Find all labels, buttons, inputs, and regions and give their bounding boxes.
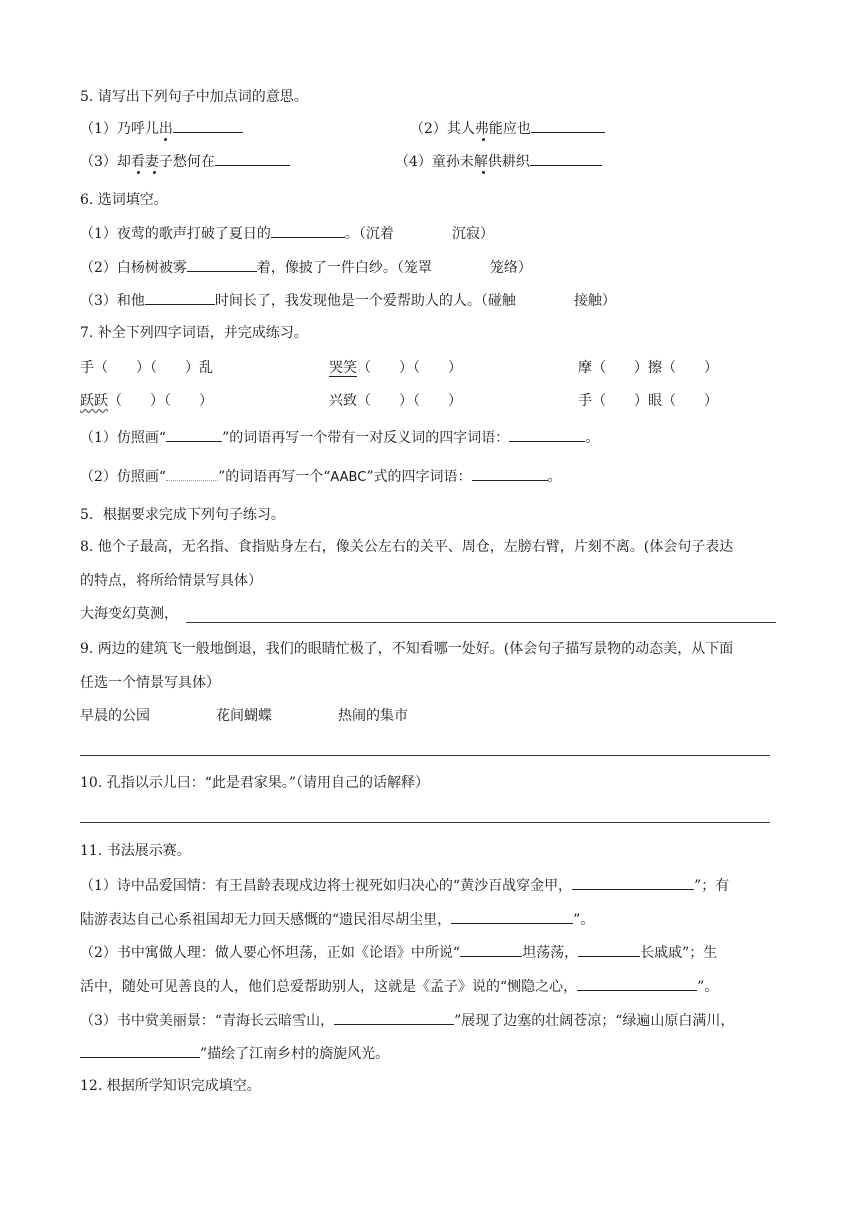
- q6-item1: [80, 223, 494, 243]
- q6-title: 6. 选词填空。: [80, 192, 168, 208]
- q5-item4: [395, 151, 602, 171]
- emphasis-dot: [164, 132, 167, 135]
- q7-sub1-text-c: 。: [585, 430, 600, 446]
- q7-sub2-sample-wavy: [166, 466, 218, 481]
- q8-answer-prefix: 大海变幻莫测，: [80, 606, 178, 622]
- q11-p1-blank1[interactable]: [572, 875, 694, 890]
- q5-item3-text: （3）却看妻子愁何在: [80, 154, 215, 170]
- q11-p2-line1: [80, 942, 717, 962]
- q7-sub1-text-a: （1）仿照画“: [80, 430, 167, 446]
- q6-item1-option-b: 沉寂）: [451, 226, 494, 242]
- q11-p3-text-c: ”描绘了江南乡村的旖旎风光。: [200, 1046, 390, 1062]
- q8-line2: 的特点，将所给情景写具体）: [80, 573, 262, 589]
- q5-item4-blank[interactable]: [530, 151, 602, 166]
- q9-option-2: 花间蝴蝶: [216, 708, 272, 724]
- q8-answer-line[interactable]: [186, 621, 776, 623]
- q10-line1: 10. 孔指以示儿曰：“此是君家果。”（请用自己的话解释）: [80, 775, 430, 791]
- q11-p2-blank1[interactable]: [460, 942, 522, 957]
- q7-row1-word2: [329, 359, 462, 377]
- q6-item3-text: （3）和他: [80, 293, 145, 309]
- q11-p1-text-b: ”；有: [694, 878, 730, 894]
- q11-p2-text-a: （2）书中寓做人理：做人要心怀坦荡，正如《论语》中所说“: [80, 945, 461, 961]
- q7-sub2-pattern: AABC: [330, 470, 367, 485]
- q11-p2-text-c: 长戚戚”；生: [640, 945, 718, 961]
- q6-item1-text: （1）夜莺的歌声打破了夏日的: [80, 226, 271, 242]
- q8-answer: [80, 605, 178, 623]
- q7-row1-word2-underlined: 哭笑: [329, 360, 357, 376]
- q5-item1-text: （1）乃呼儿出: [80, 121, 173, 137]
- section-heading: 5．根据要求完成下列句子练习。: [80, 507, 285, 523]
- emphasis-dot: [153, 165, 156, 168]
- q11-p3-line1: [80, 1010, 734, 1030]
- q5-item2-blank[interactable]: [531, 118, 605, 133]
- q11-title: 11. 书法展示赛。: [80, 843, 191, 859]
- q11-p2-text-b: 坦荡荡，: [522, 945, 579, 961]
- q11-p3-line2: [80, 1043, 389, 1063]
- q7-row2-word1: [80, 392, 213, 410]
- q11-p3-blank2[interactable]: [80, 1043, 200, 1058]
- q7-row2-word2: 兴致（ ）（ ）: [329, 393, 462, 409]
- emphasis-dot: [482, 132, 485, 135]
- q5-item2-text: （2）其人弗能应也: [410, 121, 531, 137]
- q11-p3-blank1[interactable]: [334, 1010, 454, 1025]
- q7-sub1: [80, 427, 599, 447]
- q5-item3: [80, 151, 290, 171]
- q11-p2-text-e: ”。: [697, 979, 719, 995]
- q7-sub2-text-d: 。: [547, 469, 562, 485]
- q11-p2-text-d: 活中，随处可见善良的人，他们总爱帮助别人，这就是《孟子》说的“恻隐之心，: [80, 979, 578, 995]
- q7-sub1-sample-line: [166, 431, 222, 442]
- q9-line1: 9. 两边的建筑飞一般地倒退，我们的眼睛忙极了，不知看哪一处好。(体会句子描写景物的动态美，从下面: [80, 641, 734, 657]
- q7-row1-word2-rest: （ ）（ ）: [357, 360, 462, 376]
- q7-sub1-blank[interactable]: [509, 427, 585, 442]
- q7-sub1-text-b: ”的词语再写一个带有一对反义词的四字词语：: [222, 430, 510, 446]
- q7-sub2-text-a: （2）仿照画“: [80, 469, 167, 485]
- q8-line1: 8. 他个子最高，无名指、食指贴身左右，像关公左右的关平、周仓，左膀右臂，片刻不离。(体会句子表达: [80, 539, 734, 555]
- q9-option-3: 热闹的集市: [338, 708, 408, 724]
- q11-p3-text-a: （3）书中赏美丽景：“青海长云暗雪山，: [80, 1013, 335, 1029]
- q9-option-1: 早晨的公园: [80, 708, 150, 724]
- q10-answer-line[interactable]: [80, 821, 770, 823]
- q11-p1-line2: [80, 909, 594, 929]
- q11-p2-blank3[interactable]: [577, 976, 697, 991]
- q11-p1-text-c: 陆游表达自己心系祖国却无力回天感慨的“遗民泪尽胡尘里，: [80, 912, 452, 928]
- q6-item3-option-b: 接触）: [573, 293, 616, 309]
- q7-row1-word1: 手（ ）（ ）乱: [80, 360, 213, 376]
- q5-item3-blank[interactable]: [215, 151, 290, 166]
- emphasis-dot: [482, 165, 485, 168]
- q5-title: 5. 请写出下列句子中加点词的意思。: [80, 89, 308, 105]
- q11-p1-text-d: ”。: [573, 912, 595, 928]
- q7-row2-word1-rest: （ ）（ ）: [108, 393, 213, 409]
- q7-sub2: [80, 466, 562, 487]
- q12-title: 12. 根据所学知识完成填空。: [80, 1078, 261, 1094]
- q6-item3-blank[interactable]: [145, 290, 215, 305]
- q6-item1-blank[interactable]: [271, 223, 345, 238]
- q11-p1-blank2[interactable]: [451, 909, 573, 924]
- emphasis-dot: [137, 165, 140, 168]
- q6-item2-blank[interactable]: [187, 257, 257, 272]
- q7-sub2-text-c: ”式的四字词语：: [366, 469, 472, 485]
- q11-p1-text-a: （1）诗中品爱国情：有王昌龄表现戍边将士视死如归决心的“黄沙百战穿金甲，: [80, 878, 573, 894]
- q7-title: 7. 补全下列四字词语，并完成练习。: [80, 325, 308, 341]
- q5-item4-text: （4）童孙未解供耕织: [395, 154, 530, 170]
- q7-row2-word1-wavy: 跃跃: [80, 393, 108, 409]
- q6-item2-option-a: 着，像披了一件白纱。（笼罩: [256, 260, 432, 276]
- q5-item1: [80, 118, 243, 138]
- q6-item2-option-b: 笼络）: [489, 260, 532, 276]
- q6-item1-option-a: 。（沉着: [344, 226, 394, 242]
- q9-answer-line[interactable]: [80, 754, 770, 756]
- q7-sub2-text-b: ”的词语再写一个“: [218, 469, 331, 485]
- q5-item1-blank[interactable]: [173, 118, 243, 133]
- q11-p3-text-b: ”展现了边塞的壮阔苍凉；“绿遍山原白满川，: [454, 1013, 735, 1029]
- q7-row1-word3: 摩（ ）擦（ ）: [578, 360, 718, 376]
- q11-p2-line2: [80, 976, 718, 996]
- q6-item2-text: （2）白杨树被雾: [80, 260, 187, 276]
- q6-item2: [80, 257, 532, 277]
- q6-item3: [80, 290, 616, 310]
- q11-p1-line1: [80, 875, 729, 895]
- q11-p2-blank2[interactable]: [578, 942, 640, 957]
- q9-line2: 任选一个情景写具体）: [80, 675, 220, 691]
- q5-item2: [410, 118, 605, 138]
- q7-row2-word3: 手（ ）眼（ ）: [578, 393, 718, 409]
- q6-item3-option-a: 时间长了，我发现他是一个爱帮助人的人。（碰触: [214, 293, 516, 309]
- q7-sub2-blank[interactable]: [472, 466, 548, 481]
